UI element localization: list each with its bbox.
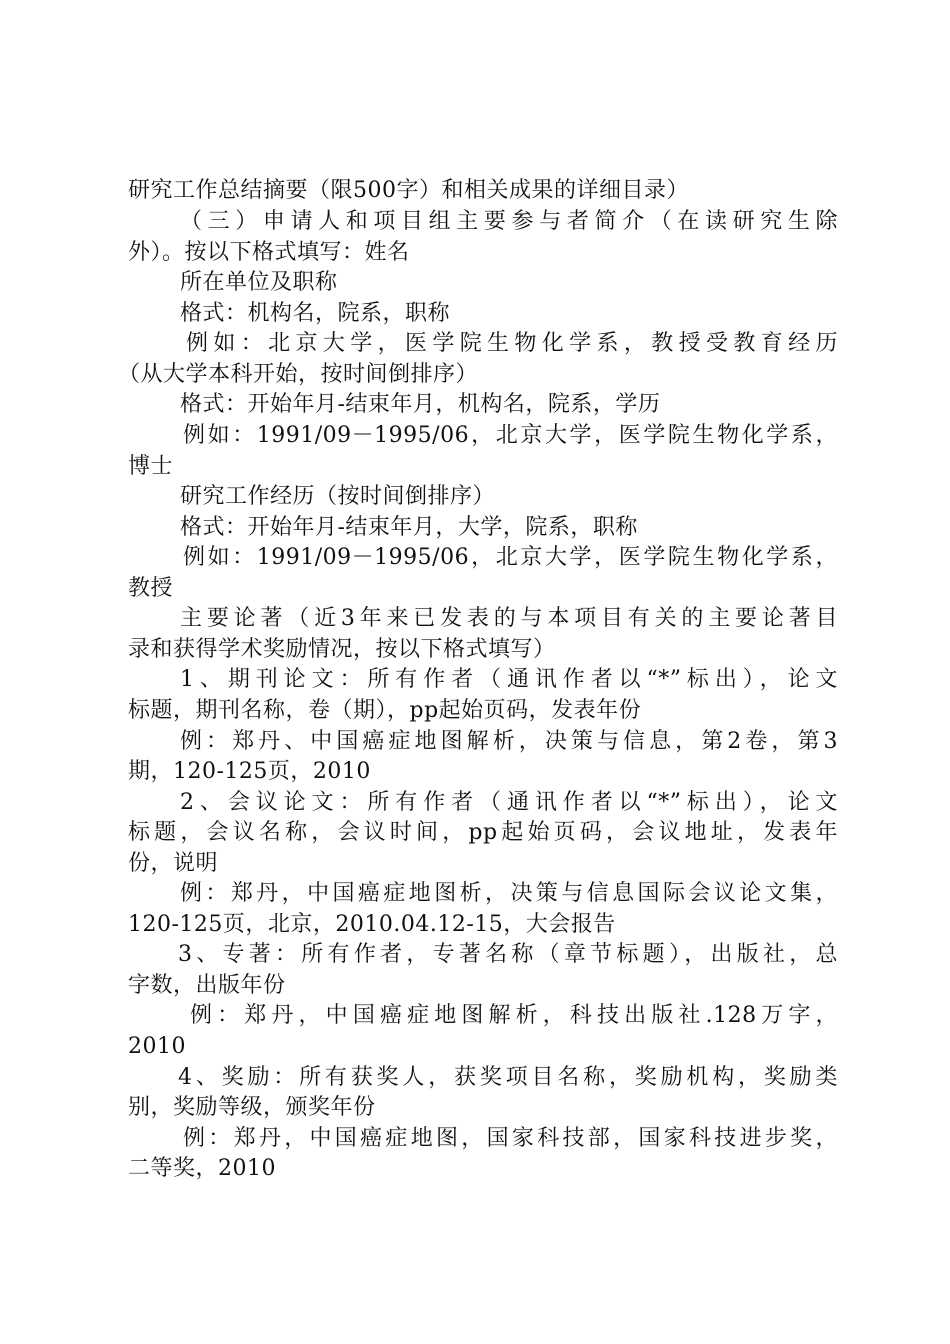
- text-line: 例：郑丹，中国癌症地图析，决策与信息国际会议论文集，: [180, 881, 838, 906]
- text-line: 教授: [128, 576, 174, 601]
- text-line: 格式：开始年月-结束年月，大学，院系，职称: [180, 515, 638, 540]
- text-line: 4、奖励：所有获奖人，获奖项目名称，奖励机构，奖励类: [178, 1065, 838, 1090]
- text-line: 2、会议论文：所有作者（通讯作者以“*”标出），论文: [180, 790, 838, 815]
- text-line: 字数，出版年份: [128, 973, 286, 998]
- text-line: 格式：开始年月-结束年月，机构名，院系，学历: [180, 392, 661, 417]
- text-line: 例如：1991/09－1995/06，北京大学，医学院生物化学系，: [183, 545, 838, 570]
- text-line: 录和获得学术奖励情况，按以下格式填写）: [128, 637, 556, 662]
- text-line: （三）申请人和项目组主要参与者简介（在读研究生除: [180, 209, 838, 234]
- text-line: 研究工作总结摘要（限500字）和相关成果的详细目录）: [128, 178, 689, 203]
- text-line: 期，120-125页，2010: [128, 759, 371, 784]
- text-line: 例如：1991/09－1995/06，北京大学，医学院生物化学系，: [183, 423, 838, 448]
- text-line: 外）。按以下格式填写：姓名: [128, 240, 410, 265]
- text-line: 别，奖励等级，颁奖年份: [128, 1095, 376, 1120]
- text-line: 例如：北京大学，医学院生物化学系，教授受教育经历: [186, 331, 838, 356]
- text-line: 3、专著：所有作者，专著名称（章节标题），出版社，总: [178, 942, 838, 967]
- text-line: 例：郑丹，中国癌症地图，国家科技部，国家科技进步奖，: [183, 1126, 838, 1151]
- text-line: 博士: [128, 454, 174, 479]
- text-line: 二等奖，2010: [128, 1156, 276, 1181]
- text-line: 标题，会议名称，会议时间，pp起始页码，会议地址，发表年: [128, 820, 838, 845]
- text-line: 2010: [128, 1034, 186, 1059]
- text-line: 120-125页，北京，2010.04.12-15，大会报告: [128, 912, 616, 937]
- text-line: 格式：机构名，院系，职称: [180, 301, 451, 326]
- text-line: 1、期刊论文：所有作者（通讯作者以“*”标出），论文: [180, 667, 838, 692]
- text-line: 份，说明: [128, 851, 219, 876]
- text-line: 研究工作经历（按时间倒排序）: [180, 484, 496, 509]
- text-line: （从大学本科开始，按时间倒排序）: [118, 362, 479, 387]
- text-line: 例：郑丹、中国癌症地图解析，决策与信息，第2卷，第3: [180, 729, 838, 754]
- text-line: 标题，期刊名称，卷（期），pp起始页码，发表年份: [128, 698, 642, 723]
- text-line: 例：郑丹，中国癌症地图解析，科技出版社.128万字，: [190, 1003, 838, 1028]
- text-line: 主要论著（近3年来已发表的与本项目有关的主要论著目: [180, 606, 838, 631]
- text-line: 所在单位及职称: [180, 270, 338, 295]
